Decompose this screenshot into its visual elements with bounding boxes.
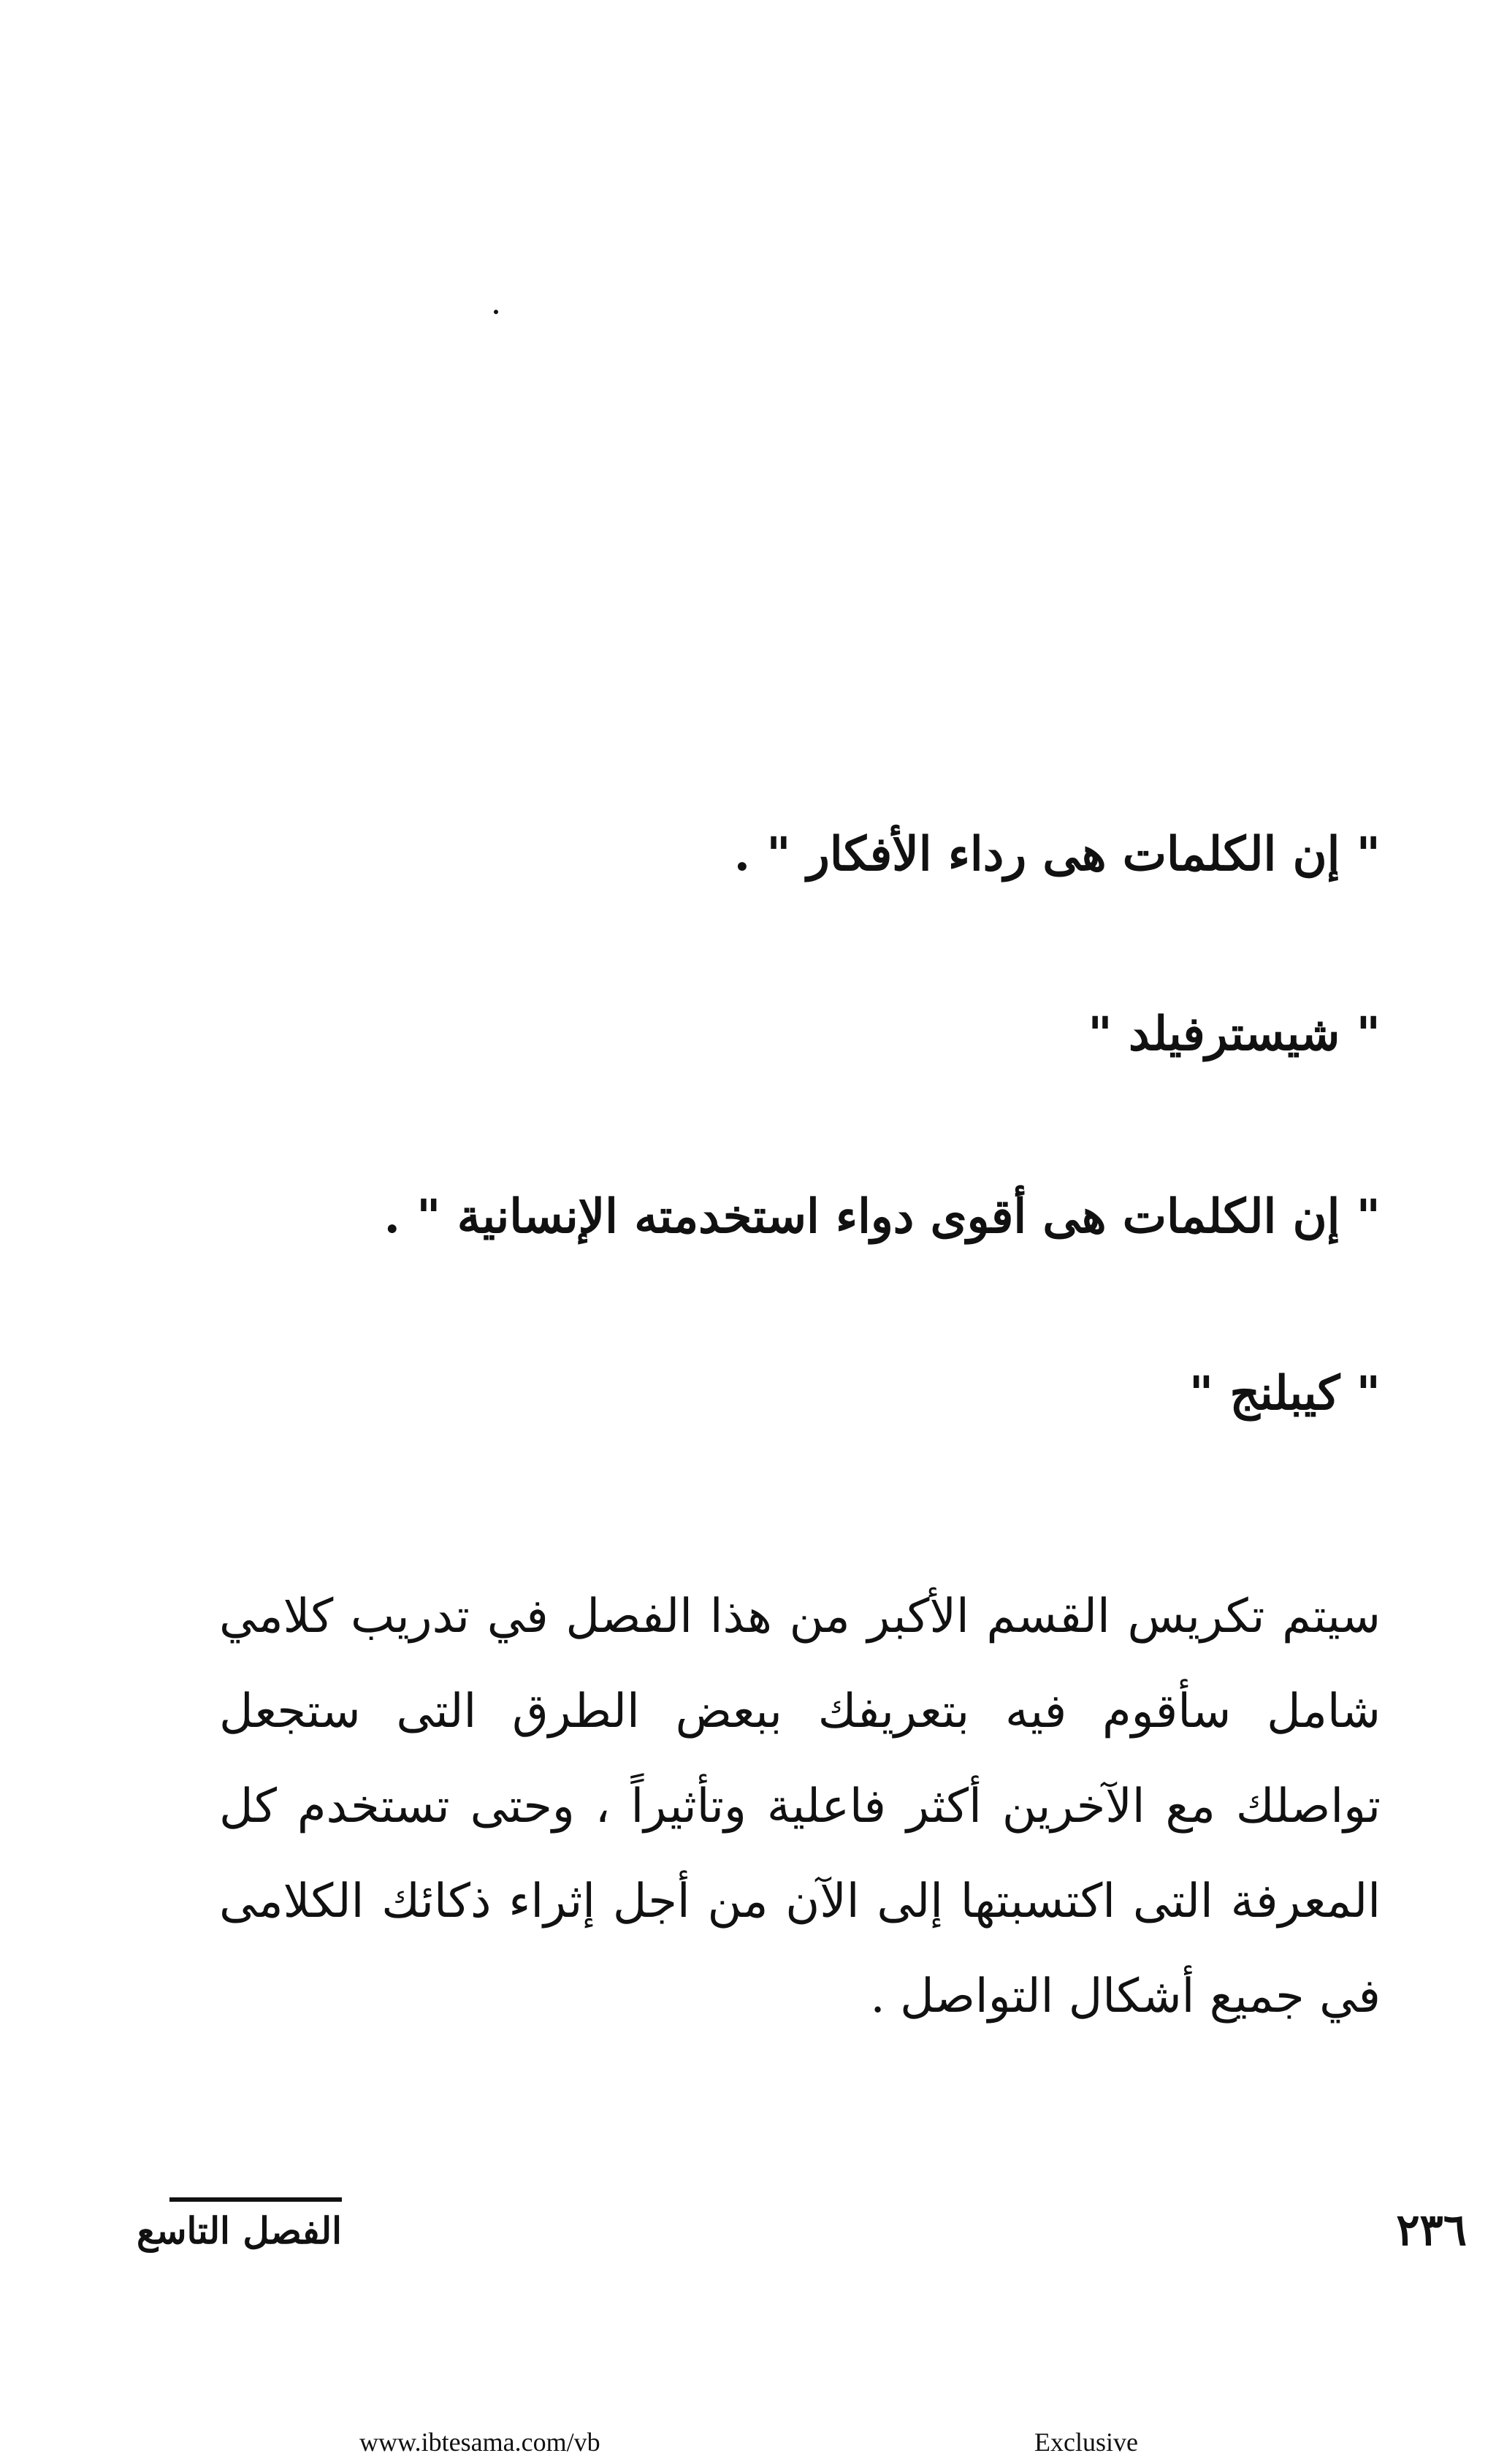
quote-2-author: " كيبلنج ": [1188, 1366, 1381, 1421]
quote-1-author: " شيسترفيلد ": [1088, 1007, 1381, 1061]
body-paragraph: [219, 1569, 1381, 2044]
chapter-label: الفصل التاسع: [136, 2209, 342, 2252]
stray-dot: [494, 310, 498, 314]
quote-1-text: " إن الكلمات هى رداء الأفكار " .: [733, 827, 1381, 882]
footer-rule: [169, 2197, 342, 2202]
body-paragraph-text: سيتم تكريس القسم الأكبر من هذا الفصل في تدريب كلامي شامل سأقوم فيه بتعريفك ببعض الطرق التى ستجعل تواصلك مع الآخرين أكثر فاعلية وتأثيراً ، وحتى تستخدم كل المعرفة التى اكتسبتها إلى الآن من أجل إثراء ذكائك الكلامى في جميع أشكال التواصل .: [219, 1590, 1381, 2024]
watermark-url: www.ibtesama.com/vb: [359, 2427, 600, 2457]
page-number: ٢٣٦: [1396, 2205, 1467, 2256]
watermark-tag: Exclusive: [1034, 2427, 1138, 2457]
quote-2-text: " إن الكلمات هى أقوى دواء استخدمته الإنسانية " .: [383, 1189, 1381, 1244]
